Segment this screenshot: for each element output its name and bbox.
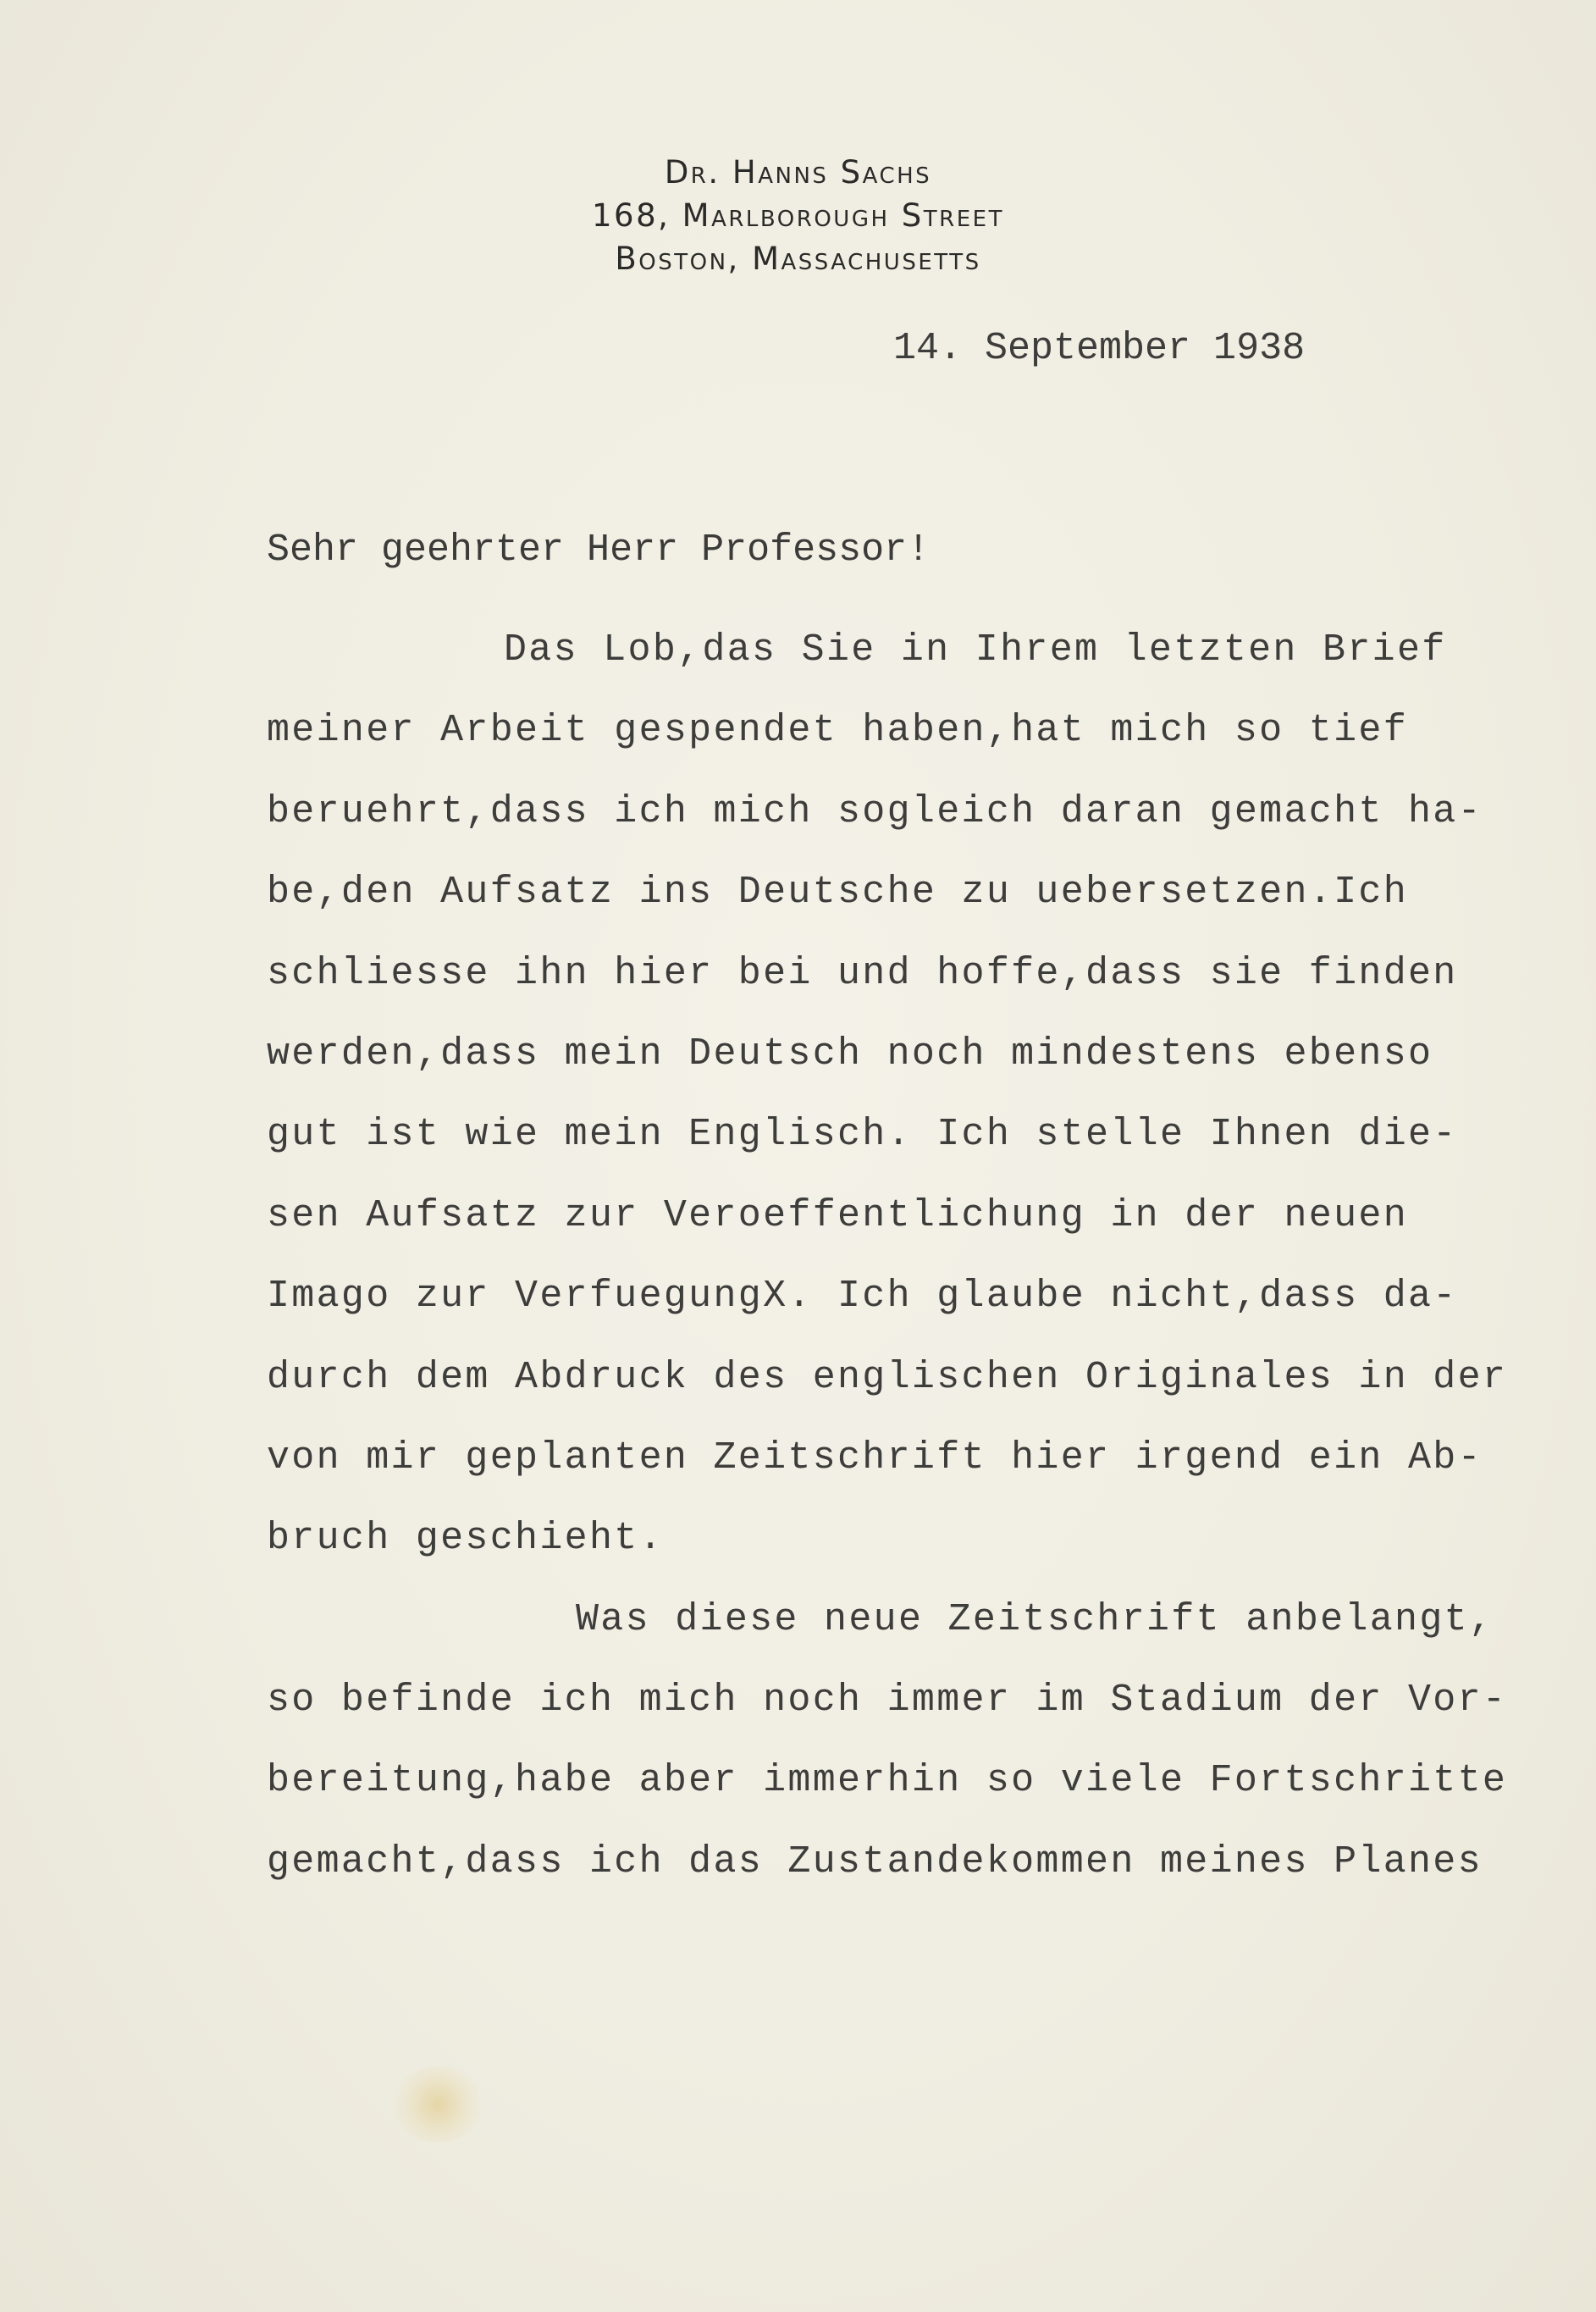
body-line: gut ist wie mein Englisch. Ich stelle Ihnen die- [267, 1113, 1458, 1157]
body-line: durch dem Abdruck des englischen Originales in der [267, 1355, 1508, 1399]
body-line: bruch geschieht. [267, 1517, 664, 1561]
body-line: gemacht,dass ich das Zustandekommen meines Planes [267, 1839, 1483, 1883]
body-line: beruehrt,dass ich mich sogleich daran gemacht ha- [267, 789, 1483, 833]
body-line: Das Lob,das Sie in Ihrem letzten Brief [504, 628, 1447, 672]
body-line: be,den Aufsatz ins Deutsche zu uebersetzen.Ich [267, 871, 1409, 915]
body-line: meiner Arbeit gespendet haben,hat mich so tief [267, 709, 1409, 753]
paper-stain [391, 2066, 484, 2143]
letterhead-name: Dr. Hanns Sachs [664, 154, 932, 191]
body-line: von mir geplanten Zeitschrift hier irgend ein Ab- [267, 1435, 1483, 1480]
letterhead-street: 168, Marlborough Street [592, 197, 1004, 234]
body-line: werden,dass mein Deutsch noch mindestens ebenso [267, 1032, 1433, 1076]
letterhead-city: Boston, Massachusetts [615, 241, 981, 277]
body-line: bereitung,habe aber immerhin so viele Fortschritte [267, 1759, 1508, 1803]
body-line: Was diese neue Zeitschrift anbelangt, [576, 1597, 1494, 1641]
body-line: schliesse ihn hier bei und hoffe,dass sie finden [267, 951, 1458, 995]
letter-date: 14. September 1938 [893, 327, 1306, 370]
body-line: so befinde ich mich noch immer im Stadium der Vor- [267, 1679, 1508, 1723]
body-line: Imago zur VerfuegungX. Ich glaube nicht,dass da- [267, 1275, 1458, 1319]
letter-body [267, 610, 1508, 1902]
body-line: sen Aufsatz zur Veroeffentlichung in der neuen [267, 1193, 1409, 1237]
salutation: Sehr geehrter Herr Professor! [267, 528, 931, 572]
letterhead [0, 151, 1596, 280]
